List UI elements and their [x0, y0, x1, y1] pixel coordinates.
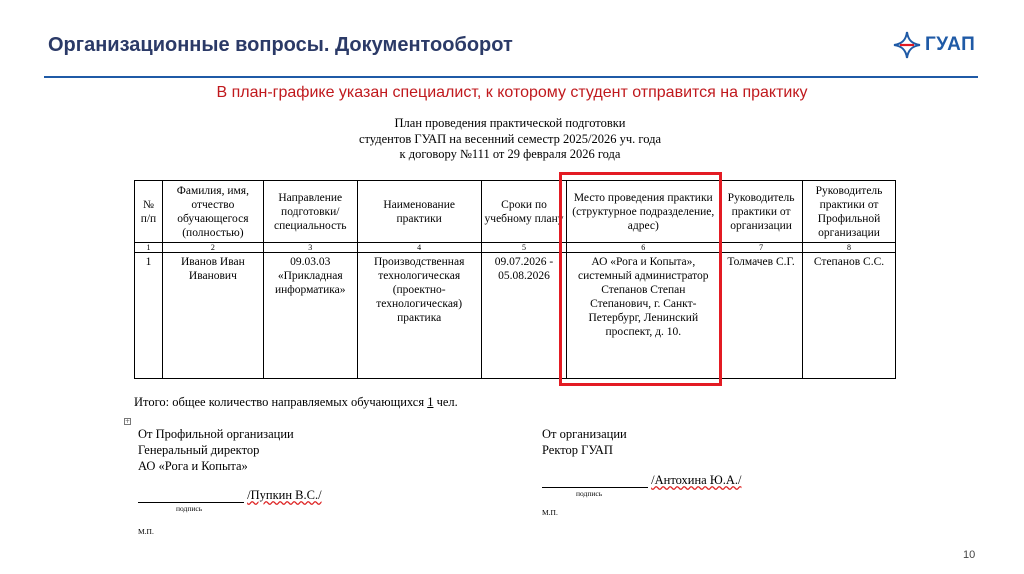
- practice-location: АО «Рога и Копыта», системный администратор Степанов Степан Степанович, г. Санкт-Петербург, Ленинский проспект, д. 10.: [567, 253, 720, 379]
- total-suffix: чел.: [433, 395, 458, 409]
- university-signature-line: [542, 473, 741, 488]
- total-students: [134, 395, 458, 410]
- practice-name: Производственная технологическая (проектно-технологическая) практика: [357, 253, 481, 379]
- column-number: 5: [481, 243, 567, 253]
- header-cell: Фамилия, имя, отчество обучающегося (полностью): [162, 181, 263, 243]
- profile-org-supervisor: Степанов С.С.: [803, 253, 896, 379]
- guap-logo: [893, 31, 975, 59]
- practice-plan-table: [134, 180, 896, 379]
- signature-text-line: Генеральный директор: [138, 443, 260, 457]
- signature-blank: [138, 490, 244, 503]
- total-prefix: Итого: общее количество направляемых обучающихся: [134, 395, 428, 409]
- specialty: 09.03.03 «Прикладная информатика»: [263, 253, 357, 379]
- table-header-row: [135, 181, 896, 243]
- signatory-name: /Пупкин В.С./: [247, 488, 322, 502]
- slide-subtitle: В план-графике указан специалист, к которому студент отправится на практику: [216, 84, 808, 101]
- document-heading: [300, 116, 720, 163]
- location-highlight-box: [559, 172, 722, 386]
- header-cell: Руководитель практики от организации: [720, 181, 803, 243]
- page-number: 10: [963, 549, 976, 561]
- signatory-name: /Антохина Ю.А./: [651, 473, 742, 487]
- total-count: 1: [427, 395, 434, 409]
- slide-title: Организационные вопросы. Документооборот: [48, 34, 513, 56]
- column-number: 8: [803, 243, 896, 253]
- guap-star-icon: [893, 31, 921, 59]
- signature-text-line: От организации: [542, 427, 627, 441]
- column-number-row: [135, 243, 896, 253]
- move-anchor-icon: +: [125, 418, 131, 425]
- profile-org-signature-block: [138, 426, 294, 474]
- signature-label: подпись: [576, 489, 603, 498]
- heading-line: студентов ГУАП на весенний семестр 2025/2026 уч. года: [358, 131, 662, 146]
- logo-text: ГУАП: [925, 34, 976, 55]
- header-cell: Руководитель практики от Профильной организации: [803, 181, 896, 243]
- practice-dates: 09.07.2026 - 05.08.2026: [481, 253, 567, 379]
- student-name: Иванов Иван Иванович: [162, 253, 263, 379]
- university-signature-block: [542, 426, 627, 458]
- header-cell: № п/п: [135, 181, 163, 243]
- signature-text-line: От Профильной организации: [138, 427, 294, 441]
- column-number: 4: [357, 243, 481, 253]
- header-cell: Наименование практики: [357, 181, 481, 243]
- header-cell: Направление подготовки/ специальность: [263, 181, 357, 243]
- signature-blank: [542, 475, 648, 488]
- profile-org-signature-line: [138, 488, 322, 503]
- column-number: 6: [567, 243, 720, 253]
- stamp-label: М.П.: [138, 527, 154, 536]
- header-cell: Место проведения практики (структурное подразделение, адрес): [567, 181, 720, 243]
- header-divider: [44, 76, 978, 78]
- stamp-label: М.П.: [542, 508, 558, 517]
- org-supervisor: Толмачев С.Г.: [720, 253, 803, 379]
- header-cell: Сроки по учебному плану: [481, 181, 567, 243]
- table-row: [135, 253, 896, 379]
- column-number: 3: [263, 243, 357, 253]
- heading-line: к договору №111 от 29 февраля 2026 года: [399, 147, 621, 161]
- signature-text-line: АО «Рога и Копыта»: [138, 459, 248, 473]
- column-number: 2: [162, 243, 263, 253]
- signature-label: подпись: [176, 504, 203, 513]
- column-number: 1: [135, 243, 163, 253]
- heading-line: План проведения практической подготовки: [394, 116, 626, 130]
- signature-text-line: Ректор ГУАП: [542, 443, 613, 457]
- column-number: 7: [720, 243, 803, 253]
- row-number: 1: [135, 253, 163, 379]
